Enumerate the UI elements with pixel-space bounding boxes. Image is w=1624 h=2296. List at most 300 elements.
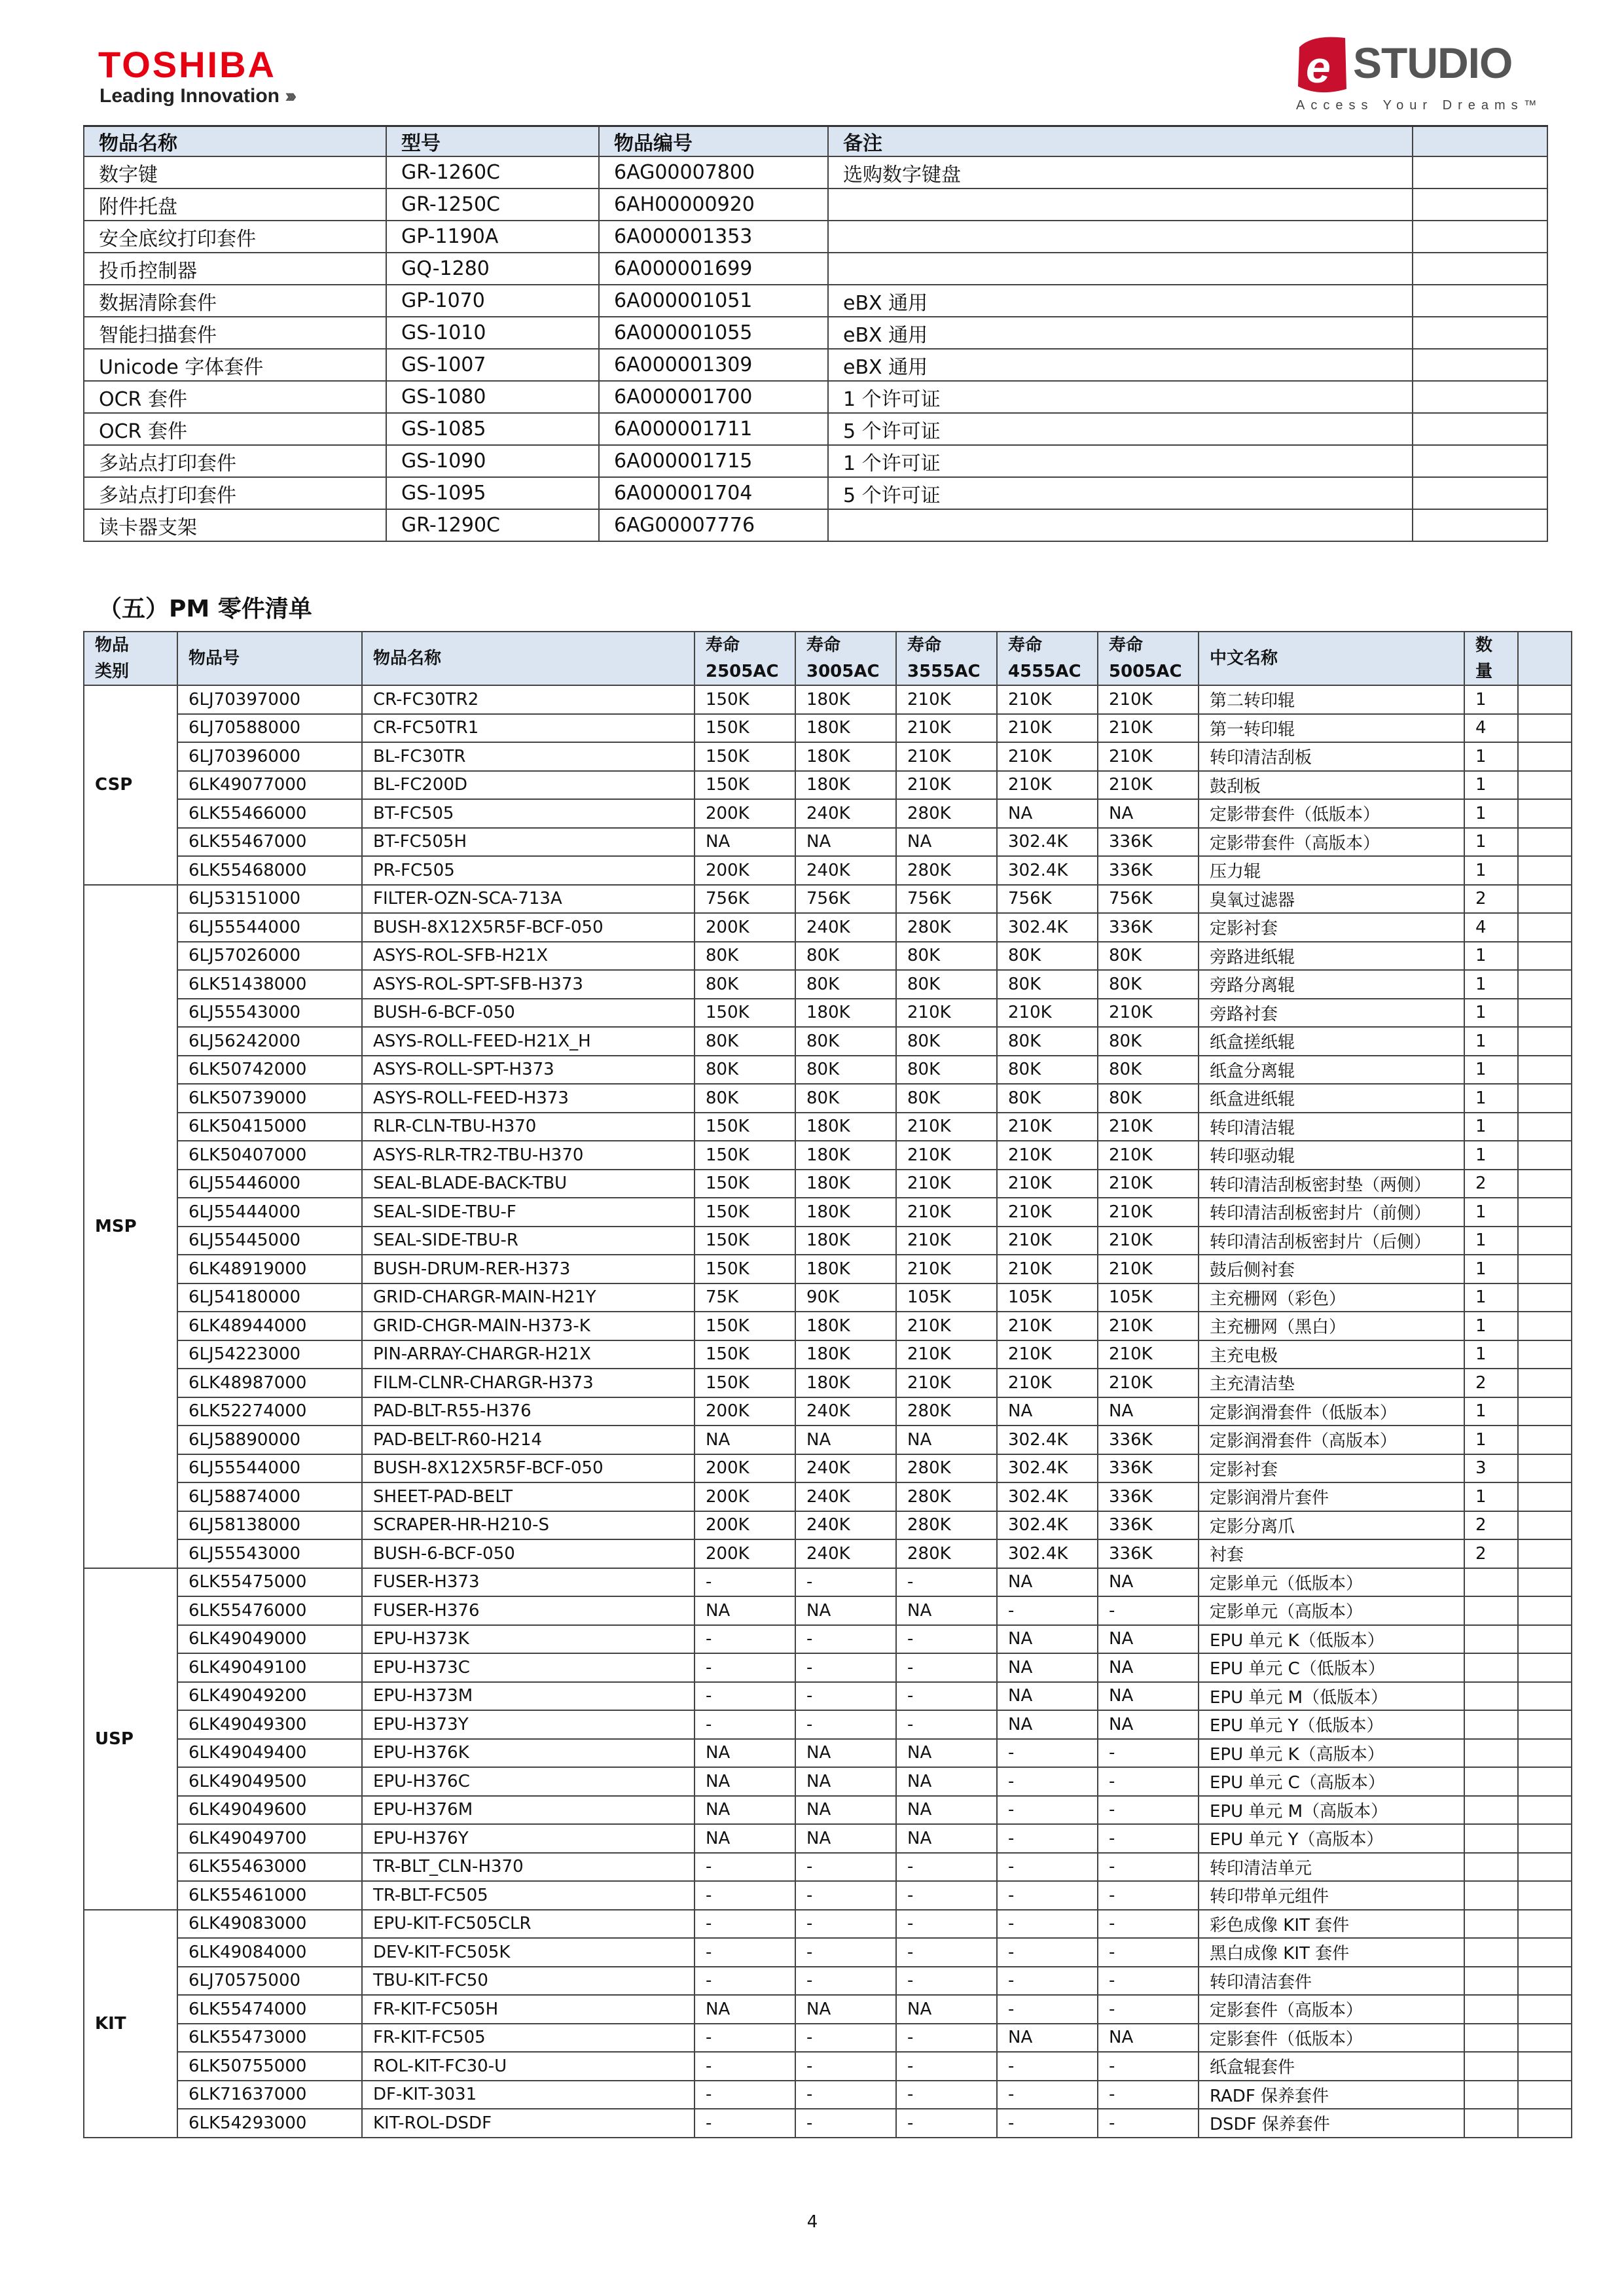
- table-cell: 1: [1464, 1340, 1518, 1369]
- table-cell: TR-BLT-FC505: [362, 1881, 695, 1910]
- table-row: [84, 1141, 1572, 1170]
- table-cell: 6LK55476000: [177, 1596, 362, 1625]
- table-cell: NA: [997, 1568, 1098, 1597]
- table-cell: 1: [1464, 799, 1518, 828]
- table-row: [84, 1482, 1572, 1511]
- table-cell: 定影单元（高版本）: [1199, 1596, 1464, 1625]
- table-row: [84, 799, 1572, 828]
- empty-cell: [1518, 970, 1572, 999]
- table-cell: 210K: [997, 1198, 1098, 1227]
- table-cell: [1464, 1682, 1518, 1711]
- pm-header-cell: 寿命 3555AC: [896, 632, 997, 685]
- table-cell: NA: [1098, 1710, 1199, 1739]
- empty-cell: [1518, 1967, 1572, 1996]
- page-number: 4: [806, 2212, 818, 2232]
- table-cell: 280K: [896, 799, 997, 828]
- table-cell: [1413, 188, 1547, 221]
- table-cell: 6LJ70397000: [177, 685, 362, 714]
- pm-header-cell: 数 量: [1464, 632, 1518, 685]
- table-cell: [1413, 285, 1547, 317]
- table-cell: 80K: [795, 970, 896, 999]
- table-cell: 210K: [1098, 999, 1199, 1028]
- empty-cell: [1518, 1910, 1572, 1939]
- table-cell: 756K: [896, 885, 997, 914]
- table-cell: PAD-BELT-R60-H214: [362, 1426, 695, 1454]
- table-cell: 4: [1464, 714, 1518, 743]
- empty-cell: [1518, 942, 1572, 971]
- empty-cell: [1518, 1454, 1572, 1483]
- table-cell: -: [1098, 1881, 1199, 1910]
- table-cell: 240K: [795, 1511, 896, 1540]
- table-cell: 210K: [997, 685, 1098, 714]
- table-row: [84, 1027, 1572, 1056]
- table-cell: 1: [1464, 1113, 1518, 1141]
- table-cell: 6LJ55444000: [177, 1198, 362, 1227]
- table-cell: 336K: [1098, 913, 1199, 942]
- table-cell: 200K: [695, 1397, 795, 1426]
- table-cell: -: [795, 1881, 896, 1910]
- table-cell: 210K: [896, 1170, 997, 1198]
- table-cell: -: [1098, 1796, 1199, 1825]
- empty-cell: [1518, 2024, 1572, 2053]
- table-cell: 336K: [1098, 1482, 1199, 1511]
- table-cell: -: [795, 2024, 896, 2053]
- table-row: [84, 1426, 1572, 1454]
- pm-parts-table: [83, 631, 1572, 2138]
- table-cell: 210K: [1098, 1113, 1199, 1141]
- empty-cell: [1518, 1340, 1572, 1369]
- table-cell: -: [695, 2052, 795, 2081]
- table-cell: 1: [1464, 1227, 1518, 1255]
- table-cell: 6LJ70575000: [177, 1967, 362, 1996]
- empty-cell: [1518, 1312, 1572, 1340]
- table-cell: -: [695, 1967, 795, 1996]
- table-cell: 第二转印辊: [1199, 685, 1464, 714]
- table-cell: [1413, 509, 1547, 541]
- table-cell: DSDF 保养套件: [1199, 2109, 1464, 2138]
- table-cell: 180K: [795, 1340, 896, 1369]
- table-cell: BT-FC505: [362, 799, 695, 828]
- table-cell: 转印清洁套件: [1199, 1967, 1464, 1996]
- table-cell: -: [896, 1710, 997, 1739]
- table-row: [84, 999, 1572, 1028]
- table-row: [84, 1682, 1572, 1711]
- table-row: [84, 1056, 1572, 1085]
- table-cell: NA: [896, 1995, 997, 2024]
- empty-cell: [1518, 1482, 1572, 1511]
- table-cell: 旁路分离辊: [1199, 970, 1464, 999]
- table-cell: EPU 单元 Y（低版本）: [1199, 1710, 1464, 1739]
- table-row: [84, 445, 1547, 477]
- table-cell: NA: [896, 1796, 997, 1825]
- table-cell: 105K: [896, 1283, 997, 1312]
- table-row: [84, 1967, 1572, 1996]
- table-row: [84, 1625, 1572, 1654]
- table-cell: DF-KIT-3031: [362, 2081, 695, 2109]
- table-cell: -: [695, 1853, 795, 1882]
- table-cell: 302.4K: [997, 1426, 1098, 1454]
- table-cell: 6LK49049500: [177, 1767, 362, 1796]
- table-row: [84, 942, 1572, 971]
- table-cell: NA: [795, 1824, 896, 1853]
- table-cell: -: [896, 1910, 997, 1939]
- table-cell: 选购数字键盘: [828, 156, 1413, 188]
- table-cell: [828, 509, 1413, 541]
- table-cell: -: [795, 1653, 896, 1682]
- table-cell: -: [997, 1995, 1098, 2024]
- table-cell: NA: [1098, 799, 1199, 828]
- table-cell: NA: [1098, 1397, 1199, 1426]
- table-cell: 80K: [795, 1084, 896, 1113]
- table-cell: NA: [1098, 2024, 1199, 2053]
- table-cell: 80K: [896, 942, 997, 971]
- table-cell: 180K: [795, 1170, 896, 1198]
- table-cell: 6LJ55446000: [177, 1170, 362, 1198]
- table-cell: 150K: [695, 1369, 795, 1397]
- table-cell: 智能扫描套件: [84, 317, 386, 349]
- table-row: [84, 1198, 1572, 1227]
- table-cell: -: [695, 2081, 795, 2109]
- table-cell: NA: [695, 1767, 795, 1796]
- table-cell: NA: [997, 1682, 1098, 1711]
- table-cell: -: [1098, 1739, 1199, 1768]
- table-cell: 80K: [695, 1056, 795, 1085]
- table-cell: [1464, 2109, 1518, 2138]
- table-cell: 1: [1464, 1312, 1518, 1340]
- table-cell: GQ-1280: [386, 253, 599, 285]
- table-cell: 80K: [695, 942, 795, 971]
- table-cell: 6LK55474000: [177, 1995, 362, 2024]
- table-cell: -: [896, 1938, 997, 1967]
- table-cell: NA: [695, 1824, 795, 1853]
- table-cell: 6LJ54223000: [177, 1340, 362, 1369]
- empty-cell: [1518, 885, 1572, 914]
- table-row: [84, 1454, 1572, 1483]
- table-cell: 756K: [695, 885, 795, 914]
- table-row: [84, 1340, 1572, 1369]
- table-row: [84, 188, 1547, 221]
- table-cell: 6A000001715: [599, 445, 828, 477]
- empty-cell: [1518, 799, 1572, 828]
- table-cell: 定影润滑片套件: [1199, 1482, 1464, 1511]
- table-cell: 1: [1464, 970, 1518, 999]
- table-cell: 210K: [896, 1198, 997, 1227]
- table-cell: 1: [1464, 771, 1518, 800]
- accessories-table: [83, 125, 1548, 542]
- empty-cell: [1518, 1283, 1572, 1312]
- empty-cell: [1518, 1539, 1572, 1568]
- table-cell: 200K: [695, 1539, 795, 1568]
- table-cell: [1413, 317, 1547, 349]
- table-cell: FILTER-OZN-SCA-713A: [362, 885, 695, 914]
- table-cell: 6A000001309: [599, 349, 828, 381]
- table-cell: 1: [1464, 1084, 1518, 1113]
- table-row: [84, 2024, 1572, 2053]
- table-cell: 150K: [695, 742, 795, 771]
- table-cell: [1464, 1881, 1518, 1910]
- estudio-logo: [1293, 34, 1528, 99]
- table-cell: 5 个许可证: [828, 477, 1413, 509]
- table-cell: -: [896, 1682, 997, 1711]
- table-row: [84, 1739, 1572, 1768]
- empty-cell: [1518, 1824, 1572, 1853]
- empty-cell: [1518, 714, 1572, 743]
- table-cell: ROL-KIT-FC30-U: [362, 2052, 695, 2081]
- empty-cell: [1518, 1881, 1572, 1910]
- table-cell: 180K: [795, 1113, 896, 1141]
- table-cell: NA: [896, 1767, 997, 1796]
- table-cell: 180K: [795, 1369, 896, 1397]
- pm-header-cell: 中文名称: [1199, 632, 1464, 685]
- empty-cell: [1518, 1625, 1572, 1654]
- table-cell: BUSH-8X12X5R5F-BCF-050: [362, 1454, 695, 1483]
- table-cell: KIT-ROL-DSDF: [362, 2109, 695, 2138]
- empty-cell: [1518, 1653, 1572, 1682]
- pm-header-cell: 寿命 2505AC: [695, 632, 795, 685]
- table-cell: [1413, 445, 1547, 477]
- toshiba-tagline: [99, 85, 293, 107]
- table-cell: ASYS-ROL-SPT-SFB-H373: [362, 970, 695, 999]
- table-cell: GS-1090: [386, 445, 599, 477]
- table-cell: EPU 单元 M（低版本）: [1199, 1682, 1464, 1711]
- table-cell: 150K: [695, 685, 795, 714]
- table-cell: EPU-H373Y: [362, 1710, 695, 1739]
- table-cell: 280K: [896, 1454, 997, 1483]
- table-cell: eBX 通用: [828, 285, 1413, 317]
- table-cell: [1464, 1568, 1518, 1597]
- table-cell: 756K: [997, 885, 1098, 914]
- table-cell: 纸盒进纸辊: [1199, 1084, 1464, 1113]
- table-cell: -: [795, 1938, 896, 1967]
- empty-cell: [1518, 1056, 1572, 1085]
- table-cell: NA: [1098, 1682, 1199, 1711]
- table-cell: BL-FC200D: [362, 771, 695, 800]
- table-row: [84, 856, 1572, 885]
- table-cell: 6LK55467000: [177, 828, 362, 857]
- table-cell: 6LJ58890000: [177, 1426, 362, 1454]
- table-cell: -: [997, 1824, 1098, 1853]
- table-cell: [1464, 1653, 1518, 1682]
- accessories-header-row: [84, 126, 1547, 157]
- table-cell: 转印清洁刮板: [1199, 742, 1464, 771]
- table-cell: BUSH-6-BCF-050: [362, 1539, 695, 1568]
- table-cell: -: [795, 1967, 896, 1996]
- table-cell: [1413, 477, 1547, 509]
- table-cell: NA: [1098, 1653, 1199, 1682]
- table-cell: 80K: [997, 1056, 1098, 1085]
- empty-cell: [1518, 1170, 1572, 1198]
- table-cell: 150K: [695, 1170, 795, 1198]
- table-cell: NA: [695, 1596, 795, 1625]
- table-cell: 1: [1464, 999, 1518, 1028]
- table-cell: 6LK49049600: [177, 1796, 362, 1825]
- empty-cell: [1518, 828, 1572, 857]
- table-row: [84, 1995, 1572, 2024]
- table-cell: 6LK55475000: [177, 1568, 362, 1597]
- table-cell: 180K: [795, 1198, 896, 1227]
- table-cell: 6LK49049000: [177, 1625, 362, 1654]
- table-cell: SCRAPER-HR-H210-S: [362, 1511, 695, 1540]
- table-cell: [1464, 1767, 1518, 1796]
- table-cell: -: [997, 1910, 1098, 1939]
- table-cell: 6LK51438000: [177, 970, 362, 999]
- table-cell: -: [695, 1682, 795, 1711]
- table-cell: -: [1098, 1853, 1199, 1882]
- category-cell: KIT: [84, 1910, 177, 2138]
- table-cell: 6LK50407000: [177, 1141, 362, 1170]
- table-cell: 6LK49077000: [177, 771, 362, 800]
- table-cell: 302.4K: [997, 913, 1098, 942]
- table-cell: 6LJ55544000: [177, 1454, 362, 1483]
- table-cell: 1: [1464, 1397, 1518, 1426]
- table-cell: 6LK48919000: [177, 1255, 362, 1283]
- table-cell: 302.4K: [997, 856, 1098, 885]
- empty-cell: [1518, 2109, 1572, 2138]
- table-cell: 6LK54293000: [177, 2109, 362, 2138]
- table-cell: 转印清洁单元: [1199, 1853, 1464, 1882]
- category-cell: USP: [84, 1568, 177, 1910]
- table-row: [84, 317, 1547, 349]
- table-cell: [1464, 1796, 1518, 1825]
- table-cell: -: [896, 1653, 997, 1682]
- table-cell: CR-FC30TR2: [362, 685, 695, 714]
- table-cell: EPU-H376K: [362, 1739, 695, 1768]
- table-cell: 302.4K: [997, 1539, 1098, 1568]
- table-cell: CR-FC50TR1: [362, 714, 695, 743]
- table-cell: EPU-H376Y: [362, 1824, 695, 1853]
- table-cell: EPU 单元 C（高版本）: [1199, 1767, 1464, 1796]
- table-cell: 1: [1464, 1056, 1518, 1085]
- table-cell: 240K: [795, 913, 896, 942]
- table-cell: -: [997, 2109, 1098, 2138]
- table-cell: 80K: [695, 1027, 795, 1056]
- table-cell: 200K: [695, 799, 795, 828]
- table-cell: NA: [695, 1739, 795, 1768]
- table-cell: GP-1070: [386, 285, 599, 317]
- table-cell: 6LK55463000: [177, 1853, 362, 1882]
- table-row: [84, 1255, 1572, 1283]
- table-cell: [1464, 2024, 1518, 2053]
- table-cell: 3: [1464, 1454, 1518, 1483]
- table-row: [84, 1881, 1572, 1910]
- table-cell: RADF 保养套件: [1199, 2081, 1464, 2109]
- table-cell: EPU 单元 C（低版本）: [1199, 1653, 1464, 1682]
- table-cell: 转印清洁刮板密封垫（两侧）: [1199, 1170, 1464, 1198]
- table-cell: GS-1010: [386, 317, 599, 349]
- accessories-header-cell: 型号: [386, 126, 599, 157]
- table-cell: NA: [1098, 1568, 1199, 1597]
- table-cell: -: [896, 1853, 997, 1882]
- table-cell: 转印清洁刮板密封片（后侧）: [1199, 1227, 1464, 1255]
- table-cell: 336K: [1098, 856, 1199, 885]
- table-cell: 1: [1464, 1283, 1518, 1312]
- estudio-e-mark: [1293, 34, 1352, 97]
- table-row: [84, 1369, 1572, 1397]
- table-cell: GS-1095: [386, 477, 599, 509]
- table-cell: -: [695, 1910, 795, 1939]
- table-cell: 336K: [1098, 1511, 1199, 1540]
- empty-cell: [1518, 856, 1572, 885]
- table-cell: 210K: [896, 1340, 997, 1369]
- table-cell: 80K: [896, 1027, 997, 1056]
- table-cell: 75K: [695, 1283, 795, 1312]
- table-cell: GR-1250C: [386, 188, 599, 221]
- table-cell: 210K: [896, 714, 997, 743]
- table-cell: PR-FC505: [362, 856, 695, 885]
- table-cell: 1 个许可证: [828, 445, 1413, 477]
- table-cell: -: [695, 1710, 795, 1739]
- table-cell: 6AG00007776: [599, 509, 828, 541]
- table-cell: 彩色成像 KIT 套件: [1199, 1910, 1464, 1939]
- table-cell: 280K: [896, 1397, 997, 1426]
- table-cell: 定影润滑套件（低版本）: [1199, 1397, 1464, 1426]
- table-cell: 210K: [896, 1255, 997, 1283]
- table-row: [84, 1653, 1572, 1682]
- table-cell: 纸盒搓纸辊: [1199, 1027, 1464, 1056]
- empty-cell: [1518, 1995, 1572, 2024]
- table-cell: 黑白成像 KIT 套件: [1199, 1938, 1464, 1967]
- table-cell: -: [896, 2024, 997, 2053]
- table-row: [84, 221, 1547, 253]
- table-cell: 主充栅网（黑白）: [1199, 1312, 1464, 1340]
- pm-header-cell: [1518, 632, 1572, 685]
- table-cell: NA: [795, 1739, 896, 1768]
- table-cell: 210K: [1098, 1198, 1199, 1227]
- empty-cell: [1518, 1198, 1572, 1227]
- empty-cell: [1518, 1027, 1572, 1056]
- table-cell: 240K: [795, 1454, 896, 1483]
- table-cell: ASYS-ROLL-FEED-H373: [362, 1084, 695, 1113]
- table-cell: -: [896, 1568, 997, 1597]
- table-cell: [1413, 413, 1547, 445]
- table-cell: EPU 单元 K（低版本）: [1199, 1625, 1464, 1654]
- table-cell: -: [795, 2052, 896, 2081]
- table-cell: 90K: [795, 1283, 896, 1312]
- table-cell: 6LK52274000: [177, 1397, 362, 1426]
- table-row: [84, 1910, 1572, 1939]
- table-cell: GR-1290C: [386, 509, 599, 541]
- table-cell: NA: [795, 1596, 896, 1625]
- table-cell: 80K: [997, 942, 1098, 971]
- table-cell: -: [1098, 1767, 1199, 1796]
- table-cell: 压力辊: [1199, 856, 1464, 885]
- table-cell: 210K: [1098, 1369, 1199, 1397]
- table-cell: FUSER-H376: [362, 1596, 695, 1625]
- table-cell: 6AG00007800: [599, 156, 828, 188]
- table-cell: [1413, 253, 1547, 285]
- empty-cell: [1518, 1739, 1572, 1768]
- table-cell: [1464, 1938, 1518, 1967]
- table-cell: EPU-H376C: [362, 1767, 695, 1796]
- table-cell: 80K: [896, 1056, 997, 1085]
- table-cell: NA: [795, 1796, 896, 1825]
- table-cell: 安全底纹打印套件: [84, 221, 386, 253]
- table-cell: 180K: [795, 1141, 896, 1170]
- estudio-wordmark: STUDIO: [1353, 39, 1513, 87]
- table-cell: NA: [1098, 1625, 1199, 1654]
- table-cell: 210K: [1098, 714, 1199, 743]
- table-cell: 180K: [795, 742, 896, 771]
- table-cell: -: [695, 1653, 795, 1682]
- table-cell: 6LJ70588000: [177, 714, 362, 743]
- table-row: [84, 714, 1572, 743]
- table-cell: 150K: [695, 1255, 795, 1283]
- table-cell: 336K: [1098, 828, 1199, 857]
- table-cell: 旁路衬套: [1199, 999, 1464, 1028]
- table-row: [84, 349, 1547, 381]
- table-row: [84, 1397, 1572, 1426]
- empty-cell: [1518, 1596, 1572, 1625]
